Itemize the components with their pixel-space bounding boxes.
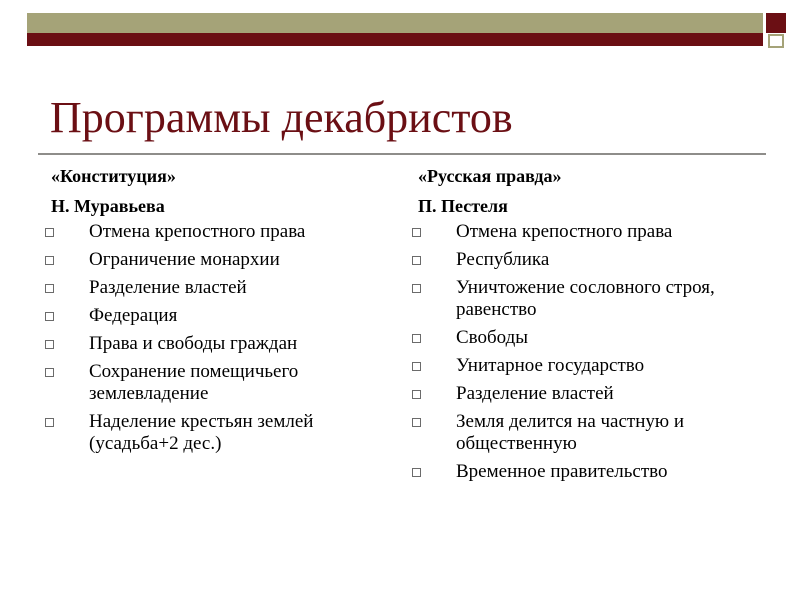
list-item	[45, 277, 375, 299]
left-heading-author: Н. Муравьева	[51, 196, 165, 216]
left-list	[45, 221, 375, 455]
list-item-text: Земля делится на частную и общественную	[456, 411, 685, 454]
square-bullet-icon	[412, 228, 421, 237]
list-item-text: Временное правительство	[456, 461, 668, 482]
list-item	[412, 221, 762, 243]
list-item-text: Отмена крепостного права	[89, 221, 306, 242]
list-item-text: Разделение властей	[456, 383, 614, 404]
right-heading-document: «Русская правда»	[418, 166, 562, 186]
list-item	[412, 277, 762, 321]
square-bullet-icon	[45, 418, 54, 427]
left-column	[45, 163, 375, 461]
right-column	[412, 163, 762, 489]
list-item-text: Права и свободы граждан	[89, 333, 298, 354]
list-item	[45, 333, 375, 355]
header-bar-olive	[27, 13, 763, 33]
square-bullet-icon	[412, 418, 421, 427]
list-item-text: Республика	[456, 249, 550, 270]
list-item-text: Уничтожение сословного строя, равенство	[456, 277, 715, 320]
title-divider	[38, 153, 766, 155]
square-bullet-icon	[412, 468, 421, 477]
square-bullet-icon	[45, 284, 54, 293]
list-item	[45, 361, 375, 405]
left-heading-document: «Конституция»	[51, 166, 176, 186]
square-bullet-icon	[45, 228, 54, 237]
list-item-text: Унитарное государство	[456, 355, 645, 376]
list-item-text: Наделение крестьян землей (усадьба+2 дес.)	[89, 411, 314, 454]
square-bullet-icon	[412, 362, 421, 371]
header-bar-dark	[27, 33, 763, 46]
list-item	[412, 383, 762, 405]
right-list	[412, 221, 762, 483]
square-bullet-icon	[45, 312, 54, 321]
list-item	[45, 221, 375, 243]
header-square-outline	[768, 34, 784, 48]
header-square-dark	[766, 13, 786, 33]
list-item	[45, 305, 375, 327]
square-bullet-icon	[412, 256, 421, 265]
list-item	[412, 355, 762, 377]
list-item-text: Федерация	[89, 305, 178, 326]
list-item	[412, 249, 762, 271]
square-bullet-icon	[412, 390, 421, 399]
list-item-text: Ограничение монархии	[89, 249, 280, 270]
right-heading-author: П. Пестеля	[418, 196, 508, 216]
slide-title: Программы декабристов	[50, 93, 513, 142]
list-item	[45, 249, 375, 271]
list-item-text: Отмена крепостного права	[456, 221, 673, 242]
list-item	[412, 327, 762, 349]
square-bullet-icon	[412, 284, 421, 293]
square-bullet-icon	[45, 340, 54, 349]
square-bullet-icon	[412, 334, 421, 343]
list-item-text: Сохранение помещичьего землевладение	[89, 361, 299, 404]
list-item	[412, 411, 762, 455]
square-bullet-icon	[45, 256, 54, 265]
list-item	[412, 461, 762, 483]
square-bullet-icon	[45, 368, 54, 377]
list-item-text: Свободы	[456, 327, 529, 348]
list-item	[45, 411, 375, 455]
list-item-text: Разделение властей	[89, 277, 247, 298]
